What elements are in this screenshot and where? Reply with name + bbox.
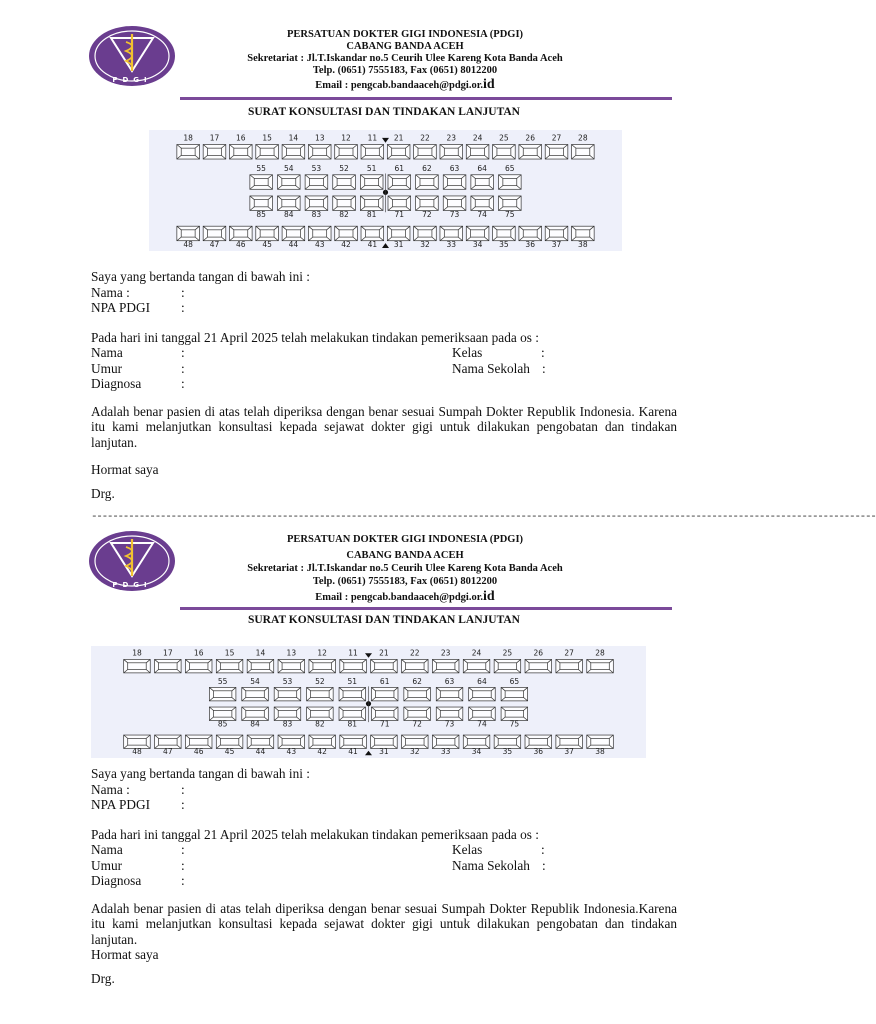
cut-line: ---------------------------------------------------------------------------------------------------------------------------------------------------- — [91, 511, 876, 523]
letter-title: SURAT KONSULTASI DAN TINDAKAN LANJUTAN — [247, 614, 520, 626]
tooth-number: 44 — [255, 747, 266, 757]
tooth-number: 42 — [341, 239, 351, 249]
tooth-number: 83 — [311, 210, 322, 220]
tooth-number: 22 — [410, 648, 420, 658]
tooth-number: 48 — [183, 239, 193, 249]
exam-line: Pada hari ini tanggal 21 April 2025 telah melakukan tindakan pemeriksaan pada os : — [91, 329, 539, 345]
tooth-number: 64 — [477, 677, 487, 687]
tooth-number: 63 — [444, 677, 455, 687]
phone: Telp. (0651) 7555183, Fax (0651) 8012200 — [312, 65, 498, 76]
tooth-cell[interactable] — [282, 226, 305, 241]
statement-paragraph: Adalah benar pasien di atas telah diperiksa dengan benar sesuai Sumpah Dokter Republik Indonesia.Karena itu kami melanjutkan konsultasi kepada sejawat dokter gigi untuk dilakukan pengobatan dan tindakan lanjutan. — [91, 900, 677, 947]
tooth-cell[interactable] — [371, 659, 398, 672]
tooth-number: 34 — [472, 239, 483, 249]
tooth-cell[interactable] — [404, 687, 431, 700]
tooth-number: 43 — [314, 239, 325, 249]
tooth-cell[interactable] — [440, 226, 463, 241]
letterhead — [200, 29, 610, 92]
tooth-cell[interactable] — [371, 687, 398, 700]
tooth-cell[interactable] — [443, 175, 466, 190]
tooth-number: 85 — [217, 719, 228, 729]
tooth-number: 62 — [422, 164, 432, 174]
tooth-cell[interactable] — [274, 707, 301, 720]
tooth-cell[interactable] — [545, 145, 568, 160]
tooth-number: 16 — [193, 648, 204, 658]
branch-name: CABANG BANDA ACEH — [346, 550, 464, 561]
npa-row: NPA PDGI : — [91, 797, 185, 812]
tooth-cell[interactable] — [155, 659, 182, 672]
tooth-number: 43 — [286, 747, 297, 757]
tooth-number: 33 — [446, 239, 457, 249]
tooth-number: 64 — [477, 164, 487, 174]
midline-marker-bottom — [365, 751, 372, 755]
tooth-cell[interactable] — [360, 175, 383, 190]
tooth-number: 53 — [311, 164, 322, 174]
tooth-number: 38 — [578, 239, 588, 249]
tooth-cell[interactable] — [572, 145, 595, 160]
tooth-number: 28 — [595, 648, 605, 658]
tooth-cell[interactable] — [203, 145, 226, 160]
tooth-number: 24 — [472, 133, 483, 143]
tooth-number: 41 — [348, 747, 358, 757]
tooth-number: 14 — [288, 133, 299, 143]
tooth-cell[interactable] — [414, 226, 437, 241]
doctor-name-row: Nama : : — [91, 284, 185, 300]
tooth-cell[interactable] — [371, 707, 398, 720]
tooth-number: 25 — [502, 648, 513, 658]
tooth-cell[interactable] — [333, 175, 356, 190]
tooth-cell[interactable] — [250, 196, 273, 211]
tooth-number: 75 — [509, 719, 520, 729]
tooth-cell[interactable] — [572, 226, 595, 241]
tooth-number: 75 — [505, 210, 515, 220]
tooth-cell[interactable] — [471, 175, 494, 190]
tooth-cell[interactable] — [388, 175, 411, 190]
header-rule — [180, 607, 672, 610]
tooth-number: 27 — [564, 648, 574, 658]
tooth-number: 35 — [499, 239, 509, 249]
tooth-cell[interactable] — [387, 226, 410, 241]
midline-marker-bottom — [382, 243, 389, 248]
tooth-number: 72 — [422, 210, 432, 220]
tooth-cell[interactable] — [519, 145, 542, 160]
intro-line: Saya yang bertanda tangan di bawah ini : — [91, 766, 310, 781]
tooth-cell[interactable] — [499, 175, 522, 190]
tooth-number: 27 — [551, 133, 562, 143]
form-body — [91, 269, 677, 501]
tooth-cell[interactable] — [556, 659, 583, 672]
tooth-number: 37 — [564, 747, 574, 757]
tooth-cell[interactable] — [499, 196, 522, 211]
tooth-number: 32 — [410, 747, 420, 757]
tooth-cell[interactable] — [335, 226, 358, 241]
tooth-number: 73 — [444, 719, 455, 729]
letter-title: SURAT KONSULTASI DAN TINDAKAN LANJUTAN — [247, 106, 520, 118]
tooth-number: 13 — [286, 648, 297, 658]
tooth-number: 24 — [471, 648, 482, 658]
tooth-number: 81 — [347, 719, 358, 729]
org-name: PERSATUAN DOKTER GIGI INDONESIA (PDGI) — [286, 534, 524, 545]
tooth-number: 85 — [256, 210, 266, 220]
tooth-number: 45 — [262, 239, 272, 249]
tooth-cell[interactable] — [361, 145, 384, 160]
org-name: PERSATUAN DOKTER GIGI INDONESIA (PDGI) — [286, 29, 524, 40]
tooth-number: 21 — [393, 133, 404, 143]
tooth-cell[interactable] — [229, 226, 252, 241]
tooth-number: 36 — [525, 239, 535, 249]
tooth-number: 65 — [505, 164, 515, 174]
diagnosis-row: Diagnosa : — [91, 376, 185, 391]
tooth-number: 74 — [477, 210, 487, 220]
tooth-number: 71 — [379, 719, 390, 729]
signature-drg: Drg. — [91, 970, 115, 986]
tooth-cell[interactable] — [501, 687, 528, 700]
tooth-cell[interactable] — [307, 687, 334, 700]
tooth-cell[interactable] — [416, 175, 439, 190]
tooth-number: 31 — [393, 239, 404, 249]
email-line: Email : pengcab.bandaaceh@pdgi.or.id — [315, 77, 495, 92]
tooth-number: 55 — [217, 677, 228, 687]
tooth-number: 28 — [578, 133, 588, 143]
tooth-number: 47 — [163, 747, 173, 757]
odontogram — [91, 646, 646, 758]
tooth-number: 82 — [339, 210, 349, 220]
tooth-number: 33 — [440, 747, 451, 757]
tooth-number: 72 — [412, 719, 422, 729]
header-rule — [180, 97, 672, 100]
intro-line: Saya yang bertanda tangan di bawah ini : — [91, 269, 310, 284]
tooth-cell[interactable] — [209, 707, 236, 720]
tooth-number: 51 — [347, 677, 358, 687]
tooth-cell[interactable] — [307, 707, 334, 720]
tooth-cell[interactable] — [277, 196, 300, 211]
tooth-cell[interactable] — [494, 659, 521, 672]
tooth-cell[interactable] — [339, 707, 366, 720]
tooth-cell[interactable] — [440, 145, 463, 160]
tooth-number: 84 — [250, 719, 260, 729]
tooth-number: 11 — [348, 648, 358, 658]
tooth-cell[interactable] — [250, 175, 273, 190]
tooth-cell[interactable] — [247, 659, 274, 672]
tooth-cell[interactable] — [309, 659, 336, 672]
tooth-cell[interactable] — [229, 145, 252, 160]
tooth-number: 62 — [412, 677, 422, 687]
tooth-cell[interactable] — [209, 687, 236, 700]
tooth-number: 46 — [236, 239, 246, 249]
tooth-number: 23 — [440, 648, 451, 658]
address: Sekretariat : Jl.T.Iskandar no.5 Ceurih Ulee Kareng Kota Banda Aceh — [247, 563, 563, 574]
tooth-cell[interactable] — [274, 687, 301, 700]
tooth-number: 26 — [533, 648, 544, 658]
tooth-cell[interactable] — [471, 196, 494, 211]
tooth-cell[interactable] — [242, 707, 269, 720]
tooth-cell[interactable] — [469, 687, 496, 700]
patient-age-row: Umur : Nama Sekolah : — [91, 857, 546, 873]
tooth-cell[interactable] — [278, 659, 305, 672]
tooth-number: 51 — [366, 164, 377, 174]
tooth-number: 18 — [183, 133, 193, 143]
tooth-cell[interactable] — [387, 145, 410, 160]
doctor-name-row: Nama : : — [91, 781, 185, 797]
tooth-number: 84 — [284, 210, 294, 220]
tooth-cell[interactable] — [436, 687, 463, 700]
logo-lettering: PDGI — [112, 581, 152, 589]
tooth-cell[interactable] — [335, 145, 358, 160]
tooth-number: 16 — [236, 133, 246, 143]
tooth-cell[interactable] — [242, 687, 269, 700]
tooth-cell[interactable] — [469, 707, 496, 720]
tooth-cell[interactable] — [256, 226, 279, 241]
email-line: Email : pengcab.bandaaceh@pdgi.or.id — [315, 589, 495, 604]
patient-age-row: Umur : Nama Sekolah : — [91, 360, 546, 376]
tooth-number: 73 — [449, 210, 460, 220]
tooth-cell[interactable] — [177, 226, 200, 241]
tooth-cell[interactable] — [501, 707, 528, 720]
pdgi-logo — [88, 25, 176, 87]
tooth-number: 46 — [193, 747, 204, 757]
tooth-number: 42 — [317, 747, 327, 757]
tooth-number: 55 — [256, 164, 266, 174]
tooth-number: 37 — [551, 239, 562, 249]
tooth-number: 61 — [394, 164, 405, 174]
tooth-number: 15 — [224, 648, 235, 658]
tooth-number: 35 — [502, 747, 513, 757]
tooth-cell[interactable] — [545, 226, 568, 241]
patient-name-row: Nama : Kelas : — [91, 345, 545, 360]
tooth-number: 34 — [471, 747, 482, 757]
tooth-cell[interactable] — [414, 145, 437, 160]
tooth-number: 74 — [477, 719, 487, 729]
tooth-cell[interactable] — [277, 175, 300, 190]
tooth-cell[interactable] — [256, 145, 279, 160]
tooth-number: 54 — [250, 677, 260, 687]
tooth-number: 44 — [288, 239, 299, 249]
midline-marker-top — [382, 138, 389, 143]
tooth-cell[interactable] — [466, 145, 489, 160]
pdgi-logo — [88, 530, 176, 592]
logo-lettering: PDGI — [112, 76, 152, 84]
exam-line: Pada hari ini tanggal 21 April 2025 telah melakukan tindakan pemeriksaan pada os : — [91, 826, 539, 842]
tooth-cell[interactable] — [402, 659, 429, 672]
tooth-cell[interactable] — [443, 196, 466, 211]
phone: Telp. (0651) 7555183, Fax (0651) 8012200 — [312, 576, 498, 587]
tooth-number: 12 — [341, 133, 351, 143]
npa-row: NPA PDGI : — [91, 300, 185, 315]
tooth-number: 13 — [314, 133, 325, 143]
tooth-number: 32 — [420, 239, 430, 249]
tooth-number: 38 — [595, 747, 605, 757]
tooth-cell[interactable] — [436, 707, 463, 720]
closing: Hormat saya — [91, 462, 159, 477]
tooth-number: 23 — [446, 133, 457, 143]
address: Sekretariat : Jl.T.Iskandar no.5 Ceurih Ulee Kareng Kota Banda Aceh — [247, 53, 563, 64]
tooth-cell[interactable] — [360, 196, 383, 211]
tooth-cell[interactable] — [339, 687, 366, 700]
tooth-number: 53 — [282, 677, 293, 687]
tooth-number: 18 — [132, 648, 142, 658]
tooth-number: 61 — [379, 677, 390, 687]
tooth-number: 47 — [209, 239, 220, 249]
tooth-cell[interactable] — [416, 196, 439, 211]
tooth-number: 45 — [224, 747, 235, 757]
tooth-cell[interactable] — [308, 226, 331, 241]
branch-name: CABANG BANDA ACEH — [346, 41, 464, 52]
tooth-cell[interactable] — [432, 659, 459, 672]
closing: Hormat saya — [91, 947, 159, 962]
tooth-cell[interactable] — [185, 659, 212, 672]
tooth-number: 52 — [339, 164, 349, 174]
form-body — [91, 766, 677, 986]
tooth-cell[interactable] — [493, 145, 516, 160]
tooth-cell[interactable] — [404, 707, 431, 720]
tooth-number: 14 — [255, 648, 266, 658]
tooth-number: 48 — [132, 747, 142, 757]
tooth-cell[interactable] — [519, 226, 542, 241]
statement-paragraph: Adalah benar pasien di atas telah diperiksa dengan benar sesuai Sumpah Dokter Republik Indonesia. Karena itu kami melanjutkan konsultasi kepada sejawat dokter gigi untuk dilakukan pengobatan dan tindakan lanjutan. — [91, 403, 677, 450]
tooth-cell[interactable] — [333, 196, 356, 211]
tooth-cell[interactable] — [177, 145, 200, 160]
tooth-number: 17 — [163, 648, 173, 658]
signature-drg: Drg. — [91, 485, 115, 501]
tooth-number: 26 — [525, 133, 535, 143]
tooth-number: 41 — [367, 239, 378, 249]
tooth-cell[interactable] — [463, 659, 490, 672]
tooth-number: 17 — [209, 133, 220, 143]
tooth-cell[interactable] — [308, 145, 331, 160]
tooth-cell[interactable] — [282, 145, 305, 160]
tooth-cell[interactable] — [525, 659, 552, 672]
odontogram — [149, 130, 622, 251]
tooth-number: 65 — [509, 677, 520, 687]
tooth-cell[interactable] — [305, 196, 328, 211]
tooth-number: 11 — [367, 133, 378, 143]
tooth-cell[interactable] — [203, 226, 226, 241]
tooth-number: 36 — [533, 747, 544, 757]
tooth-number: 25 — [499, 133, 509, 143]
tooth-number: 82 — [315, 719, 325, 729]
tooth-number: 52 — [315, 677, 325, 687]
tooth-cell[interactable] — [388, 196, 411, 211]
patient-name-row: Nama : Kelas : — [91, 842, 545, 857]
tooth-cell[interactable] — [466, 226, 489, 241]
tooth-number: 22 — [420, 133, 430, 143]
tooth-number: 31 — [379, 747, 389, 757]
tooth-number: 15 — [262, 133, 272, 143]
tooth-cell[interactable] — [361, 226, 384, 241]
tooth-number: 12 — [317, 648, 327, 658]
diagnosis-row: Diagnosa : — [91, 873, 185, 888]
tooth-number: 21 — [379, 648, 389, 658]
tooth-cell[interactable] — [340, 659, 367, 672]
tooth-number: 71 — [394, 210, 405, 220]
tooth-cell[interactable] — [305, 175, 328, 190]
tooth-number: 83 — [282, 719, 293, 729]
tooth-number: 63 — [449, 164, 460, 174]
tooth-cell[interactable] — [493, 226, 516, 241]
tooth-cell[interactable] — [587, 659, 614, 672]
tooth-cell[interactable] — [124, 659, 151, 672]
tooth-number: 81 — [366, 210, 377, 220]
tooth-number: 54 — [284, 164, 294, 174]
midline-marker-top — [365, 653, 372, 657]
letterhead — [200, 533, 610, 604]
tooth-cell[interactable] — [216, 659, 243, 672]
